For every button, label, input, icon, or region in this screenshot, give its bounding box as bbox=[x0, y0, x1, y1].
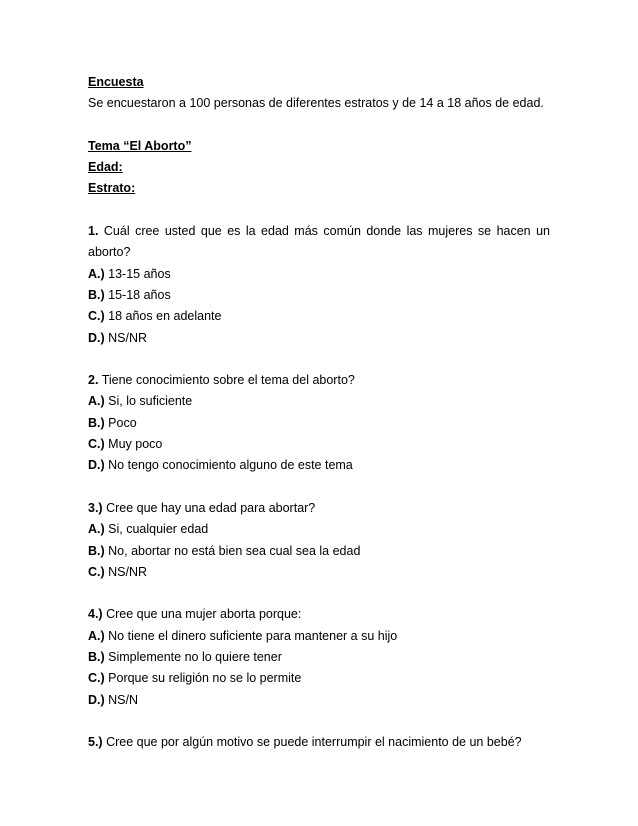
option-text: Si, lo suficiente bbox=[108, 394, 193, 409]
option-text: Muy poco bbox=[108, 437, 163, 452]
question-text bbox=[88, 604, 550, 625]
spacer bbox=[88, 115, 550, 136]
option-b bbox=[88, 285, 550, 306]
option-c bbox=[88, 562, 550, 583]
option-d bbox=[88, 690, 550, 711]
option-text: 13-15 años bbox=[108, 266, 171, 281]
age-label: Edad: bbox=[88, 160, 123, 175]
option-a bbox=[88, 626, 550, 647]
option-c bbox=[88, 306, 550, 327]
option-text: Porque su religión no se lo permite bbox=[108, 671, 302, 686]
spacer bbox=[88, 349, 550, 370]
option-b bbox=[88, 413, 550, 434]
option-text: No, abortar no está bien sea cual sea la edad bbox=[108, 543, 361, 558]
option-letter: A.) bbox=[88, 394, 105, 409]
option-letter: C.) bbox=[88, 309, 105, 324]
option-letter: C.) bbox=[88, 671, 105, 686]
option-a bbox=[88, 519, 550, 540]
option-letter: D.) bbox=[88, 692, 105, 707]
option-text: 15-18 años bbox=[108, 287, 171, 302]
question-number: 1. bbox=[88, 224, 99, 239]
option-text: Poco bbox=[108, 415, 137, 430]
option-letter: B.) bbox=[88, 650, 105, 665]
document-description: Se encuestaron a 100 personas de diferentes estratos y de 14 a 18 años de edad. bbox=[88, 96, 544, 111]
question-body: Cree que una mujer aborta porque: bbox=[106, 607, 302, 622]
option-text: NS/N bbox=[108, 692, 139, 707]
question-2 bbox=[88, 370, 550, 476]
question-text-line1: Cuál cree usted que es la edad más común donde las mujeres se hacen un bbox=[103, 224, 550, 239]
option-text: NS/NR bbox=[108, 564, 148, 579]
option-letter: C.) bbox=[88, 564, 105, 579]
spacer bbox=[88, 583, 550, 604]
option-letter: B.) bbox=[88, 415, 105, 430]
survey-topic: Tema “El Aborto” bbox=[88, 138, 192, 153]
option-text: Si, cualquier edad bbox=[108, 522, 209, 537]
option-letter: A.) bbox=[88, 266, 105, 281]
option-text: 18 años en adelante bbox=[108, 309, 222, 324]
question-body: Cree que por algún motivo se puede interrumpir el nacimiento de un bebé? bbox=[106, 735, 522, 750]
question-body: Cree que hay una edad para abortar? bbox=[106, 500, 316, 515]
question-text bbox=[88, 732, 550, 753]
option-text: NS/NR bbox=[108, 330, 148, 345]
survey-document bbox=[88, 72, 550, 754]
question-text bbox=[88, 498, 550, 519]
option-d bbox=[88, 328, 550, 349]
option-letter: C.) bbox=[88, 437, 105, 452]
question-1 bbox=[88, 221, 550, 349]
option-a bbox=[88, 391, 550, 412]
option-b bbox=[88, 541, 550, 562]
spacer bbox=[88, 477, 550, 498]
spacer bbox=[88, 200, 550, 221]
question-number: 4.) bbox=[88, 607, 103, 622]
option-text: No tiene el dinero suficiente para mantener a su hijo bbox=[108, 628, 398, 643]
option-letter: D.) bbox=[88, 458, 105, 473]
option-letter: D.) bbox=[88, 330, 105, 345]
option-b bbox=[88, 647, 550, 668]
question-text bbox=[88, 370, 550, 391]
option-letter: B.) bbox=[88, 543, 105, 558]
question-5 bbox=[88, 732, 550, 753]
document-title: Encuesta bbox=[88, 75, 144, 89]
question-3 bbox=[88, 498, 550, 583]
option-letter: A.) bbox=[88, 628, 105, 643]
option-text: Simplemente no lo quiere tener bbox=[108, 650, 282, 665]
option-letter: B.) bbox=[88, 287, 105, 302]
spacer bbox=[88, 711, 550, 732]
option-c bbox=[88, 434, 550, 455]
question-text-line2: aborto? bbox=[88, 245, 131, 260]
option-d bbox=[88, 455, 550, 476]
question-text bbox=[88, 221, 550, 242]
question-number: 5.) bbox=[88, 735, 103, 750]
option-text: No tengo conocimiento alguno de este tema bbox=[108, 458, 353, 473]
question-number: 3.) bbox=[88, 500, 103, 515]
option-a bbox=[88, 264, 550, 285]
option-letter: A.) bbox=[88, 522, 105, 537]
question-body: Tiene conocimiento sobre el tema del aborto? bbox=[101, 373, 355, 388]
option-c bbox=[88, 668, 550, 689]
stratum-label: Estrato: bbox=[88, 181, 136, 196]
question-4 bbox=[88, 604, 550, 710]
question-number: 2. bbox=[88, 373, 99, 388]
